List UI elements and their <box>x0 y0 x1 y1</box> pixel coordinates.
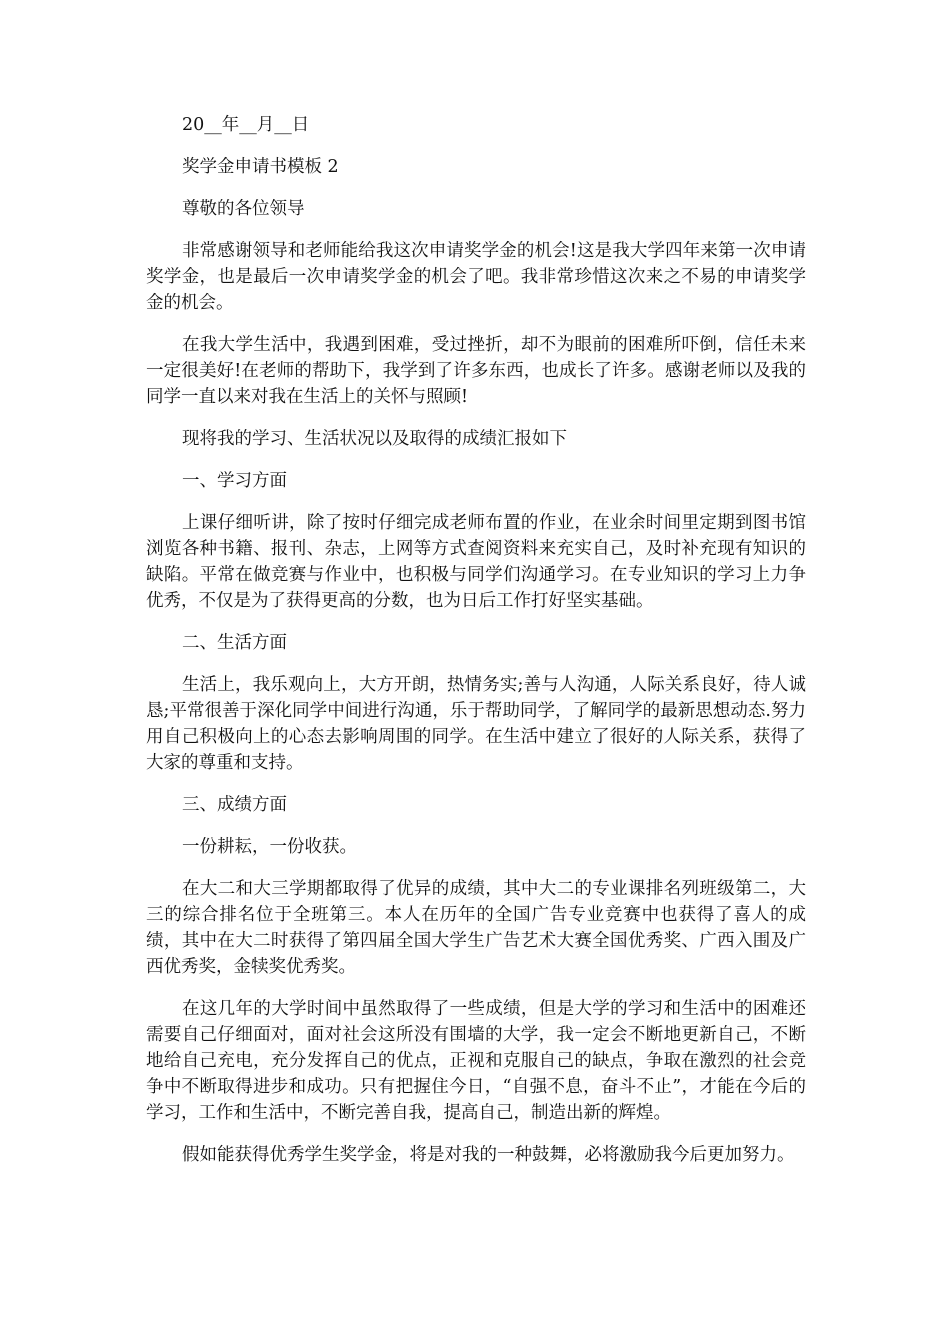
paragraph-closing: 假如能获得优秀学生奖学金，将是对我的一种鼓舞，必将激励我今后更加努力。 <box>182 1145 795 1165</box>
paragraph-report-lead: 现将我的学习、生活状况以及取得的成绩汇报如下 <box>182 429 567 449</box>
salutation: 尊敬的各位领导 <box>182 199 305 219</box>
section-heading-life: 二、生活方面 <box>182 633 287 653</box>
section-heading-study: 一、学习方面 <box>182 471 287 491</box>
paragraph-intro: 非常感谢领导和老师能给我这次申请奖学金的机会!这是我大学四年来第一次申请奖学金，也是最后一次申请奖学金的机会了吧。我非常珍惜这次来之不易的申请奖学金的机会。 <box>146 241 806 313</box>
section-heading-achievements: 三、成绩方面 <box>182 795 287 815</box>
paragraph-life: 生活上，我乐观向上，大方开朗，热情务实;善与人沟通，人际关系良好，待人诚恳;平常很善于深化同学中间进行沟通，乐于帮助同学，了解同学的最新思想动态.努力用自己积极向上的心态去影响周围的同学。在生活中建立了很好的人际关系，获得了大家的尊重和支持。 <box>146 675 806 773</box>
document-body <box>146 112 806 1184</box>
paragraph-study: 上课仔细听讲，除了按时仔细完成老师布置的作业，在业余时间里定期到图书馆浏览各种书籍、报刊、杂志，上网等方式查阅资料来充实自己，及时补充现有知识的缺陷。平常在做竞赛与作业中，也积极与同学们沟通学习。在专业知识的学习上力争优秀，不仅是为了获得更高的分数，也为日后工作打好坚实基础。 <box>146 513 806 611</box>
document-title: 奖学金申请书模板 2 <box>182 157 339 177</box>
paragraph-motto: 一份耕耘，一份收获。 <box>182 837 357 857</box>
date-line: 20__年__月__日 <box>182 115 310 135</box>
paragraph-outlook: 在这几年的大学时间中虽然取得了一些成绩，但是大学的学习和生活中的困难还需要自己仔细面对，面对社会这所没有围墙的大学，我一定会不断地更新自己，不断地给自己充电，充分发挥自己的优点，正视和克服自己的缺点，争取在激烈的社会竞争中不断取得进步和成功。只有把握住今日，“自强不息，奋斗不止”，才能在今后的学习，工作和生活中，不断完善自我，提高自己，制造出新的辉煌。 <box>146 999 806 1123</box>
paragraph-gratitude: 在我大学生活中，我遇到困难，受过挫折，却不为眼前的困难所吓倒，信任未来一定很美好!在老师的帮助下，我学到了许多东西，也成长了许多。感谢老师以及我的同学一直以来对我在生活上的关怀与照顾! <box>146 335 806 407</box>
paragraph-achievements: 在大二和大三学期都取得了优异的成绩，其中大二的专业课排名列班级第二，大三的综合排名位于全班第三。本人在历年的全国广告专业竞赛中也获得了喜人的成绩，其中在大二时获得了第四届全国大学生广告艺术大赛全国优秀奖、广西入围及广西优秀奖，金犊奖优秀奖。 <box>146 879 806 977</box>
